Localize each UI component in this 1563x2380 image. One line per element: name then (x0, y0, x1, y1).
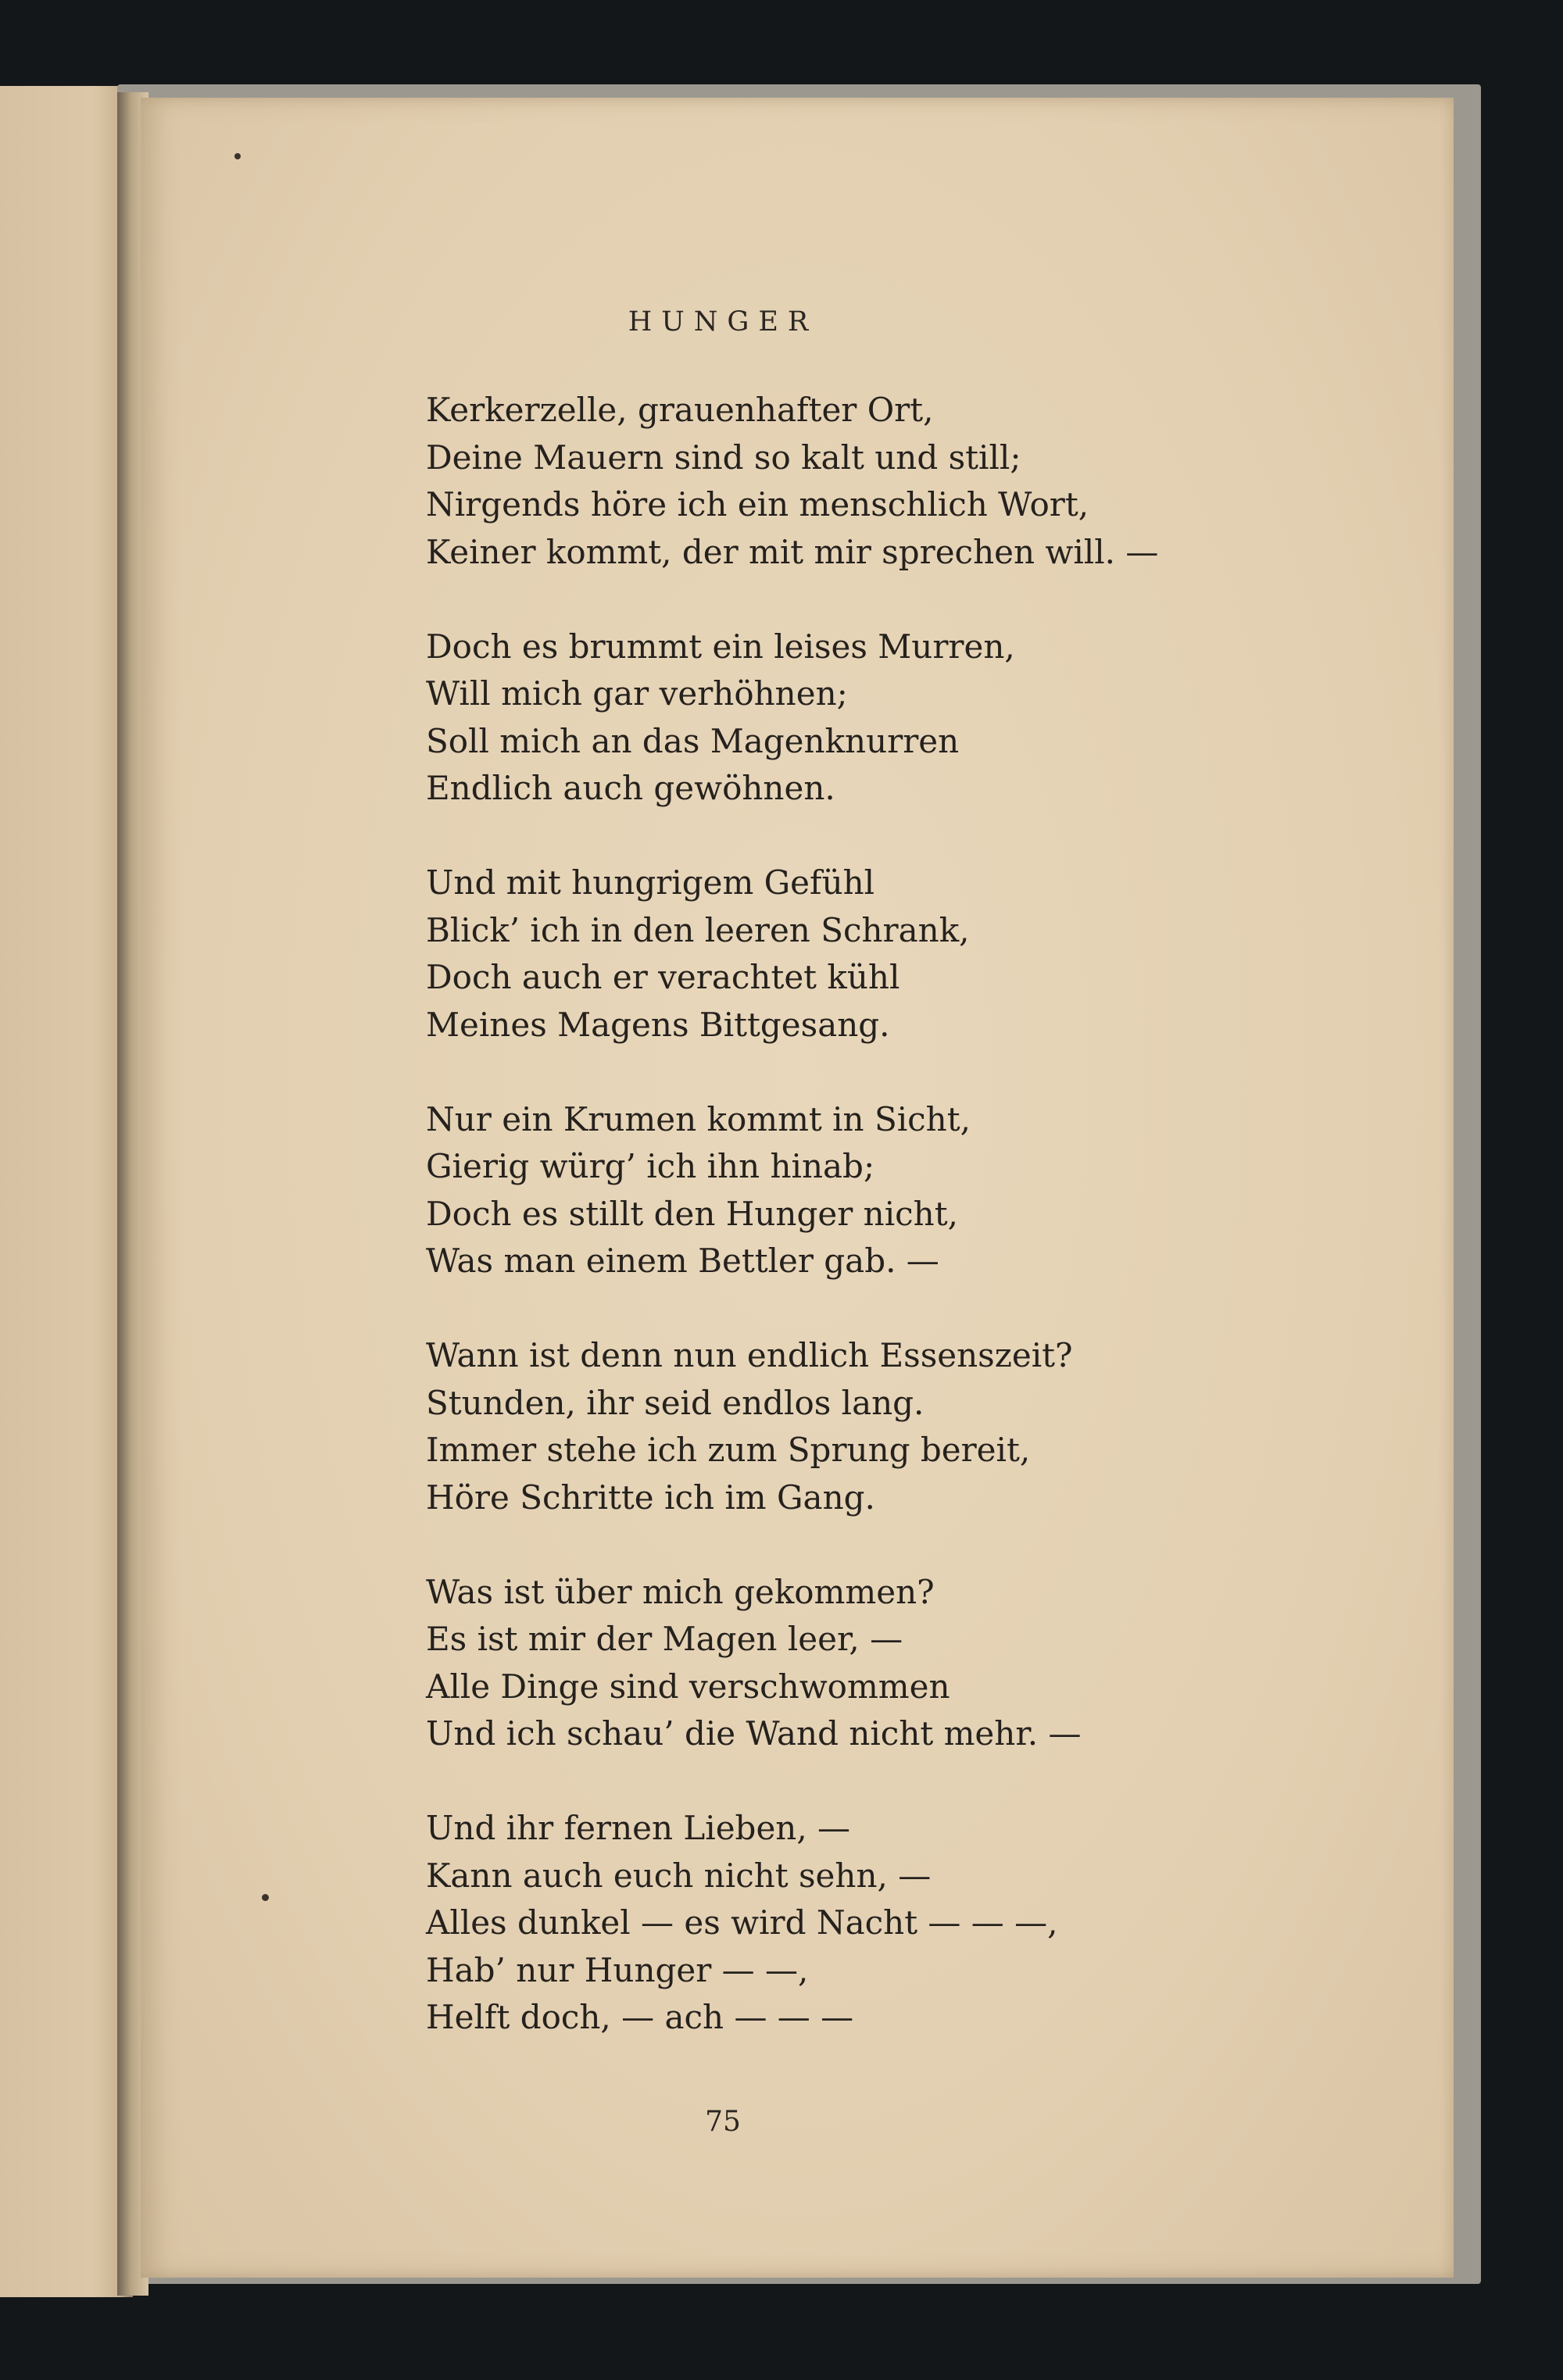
poem-line: Stunden, ihr seid endlos lang. (426, 1383, 925, 1422)
poem-line: Alles dunkel — es wird Nacht — — —, (426, 1903, 1058, 1942)
paper-speck (262, 1894, 269, 1901)
poem-line: Doch es brummt ein leises Murren, (426, 627, 1015, 666)
paper-speck (234, 153, 241, 159)
poem-line: Höre Schritte ich im Gang. (426, 1478, 875, 1517)
poem-line: Will mich gar verhöhnen; (426, 674, 848, 713)
stanza (426, 859, 1114, 1049)
left-page-edge (0, 86, 133, 2297)
stanza (426, 387, 1159, 576)
poem-line: Endlich auch gewöhnen. (426, 769, 835, 807)
poem-line: Alle Dinge sind verschwommen (426, 1667, 950, 1706)
poem-line: Was man einem Bettler gab. — (426, 1242, 939, 1280)
stanza (426, 1805, 1114, 2042)
poem-line: Was ist über mich gekommen? (426, 1572, 935, 1611)
poem-line: Es ist mir der Magen leer, — (426, 1620, 903, 1658)
poem-line: Und ihr fernen Lieben, — (426, 1809, 851, 1847)
poem-line: Kann auch euch nicht sehn, — (426, 1856, 932, 1895)
poem-line: Deine Mauern sind so kalt und still; (426, 438, 1021, 477)
page-number: 75 (705, 2106, 741, 2138)
poem-line: Nur ein Krumen kommt in Sicht, (426, 1099, 971, 1138)
poem-title: HUNGER (628, 306, 818, 338)
poem-line: Und mit hungrigem Gefühl (426, 863, 875, 902)
poem-line: Gierig würg’ ich ihn hinab; (426, 1147, 875, 1185)
stanza (426, 1096, 1114, 1285)
stanza (426, 1332, 1114, 1521)
poem-line: Doch auch er verachtet kühl (426, 958, 900, 996)
poem-line: Immer stehe ich zum Sprung bereit, (426, 1431, 1031, 1469)
poem-line: Und ich schau’ die Wand nicht mehr. — (426, 1714, 1082, 1753)
poem-line: Kerkerzelle, grauenhafter Ort, (426, 391, 934, 429)
poem-line: Wann ist denn nun endlich Essenszeit? (426, 1336, 1073, 1374)
poem-line: Meines Magens Bittgesang. (426, 1005, 890, 1044)
poem-line: Doch es stillt den Hunger nicht, (426, 1194, 958, 1233)
poem-line: Keiner kommt, der mit mir sprechen will. — (426, 532, 1159, 571)
poem-line: Blick’ ich in den leeren Schrank, (426, 910, 970, 949)
poem-line: Soll mich an das Magenknurren (426, 721, 960, 760)
poem-line: Helft doch, — ach — — — (426, 1998, 854, 2036)
poem-body (426, 387, 1159, 2089)
stanza (426, 1569, 1114, 1758)
poem-line: Hab’ nur Hunger — —, (426, 1950, 809, 1989)
stanza (426, 624, 1114, 813)
poem-line: Nirgends höre ich ein menschlich Wort, (426, 485, 1089, 524)
